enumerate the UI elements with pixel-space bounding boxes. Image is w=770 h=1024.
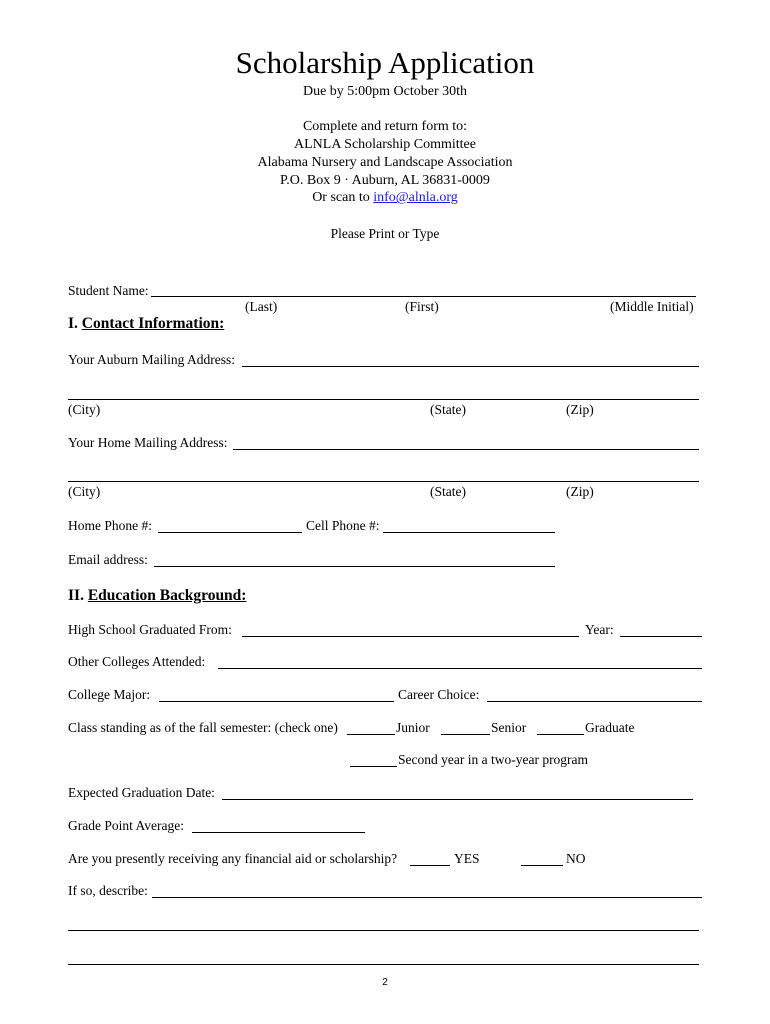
mailing-address: P.O. Box 9 · Auburn, AL 36831-0009	[280, 173, 490, 188]
describe-line2-field[interactable]	[68, 930, 699, 931]
return-intro: Complete and return form to:	[302, 119, 468, 134]
page-title: Scholarship Application	[235, 45, 535, 80]
other-colleges-label: Other Colleges Attended:	[68, 654, 206, 669]
high-school-label: High School Graduated From:	[68, 622, 232, 637]
email-address-field[interactable]	[154, 566, 555, 567]
auburn-address-line2-field[interactable]	[68, 399, 699, 400]
other-colleges-field[interactable]	[218, 668, 702, 669]
email-link[interactable]: info@alnla.org	[373, 190, 458, 205]
auburn-city-caption: (City)	[68, 402, 101, 417]
career-choice-field[interactable]	[487, 701, 702, 702]
student-name-label: Student Name:	[68, 283, 149, 298]
email-address-label: Email address:	[68, 552, 148, 567]
aid-yes-checkbox[interactable]	[410, 865, 450, 866]
second-year-checkbox[interactable]	[350, 766, 397, 767]
last-name-caption: (Last)	[245, 299, 278, 314]
graduate-option-label: Graduate	[585, 720, 635, 735]
junior-checkbox[interactable]	[347, 734, 395, 735]
describe-label: If so, describe:	[68, 883, 148, 898]
year-field[interactable]	[620, 636, 702, 637]
contact-section-numeral: I.	[68, 315, 82, 332]
graduation-date-field[interactable]	[222, 799, 693, 800]
year-label: Year:	[585, 622, 614, 637]
describe-field[interactable]	[152, 897, 702, 898]
graduation-date-label: Expected Graduation Date:	[68, 785, 215, 800]
senior-checkbox[interactable]	[441, 734, 490, 735]
home-zip-caption: (Zip)	[566, 484, 594, 499]
aid-yes-label: YES	[454, 851, 480, 866]
second-year-option-label: Second year in a two-year program	[398, 752, 589, 767]
scan-prefix: Or scan to	[312, 190, 374, 205]
first-name-caption: (First)	[405, 299, 439, 314]
gpa-label: Grade Point Average:	[68, 818, 184, 833]
contact-section-heading	[68, 315, 224, 333]
home-state-caption: (State)	[430, 484, 466, 499]
aid-no-label: NO	[566, 851, 586, 866]
graduate-checkbox[interactable]	[537, 734, 584, 735]
auburn-zip-caption: (Zip)	[566, 402, 594, 417]
college-major-field[interactable]	[159, 701, 394, 702]
class-standing-label: Class standing as of the fall semester: (check one)	[68, 720, 338, 735]
home-address-field[interactable]	[233, 449, 699, 450]
auburn-state-caption: (State)	[430, 402, 466, 417]
home-address-label: Your Home Mailing Address:	[68, 435, 228, 450]
auburn-address-label: Your Auburn Mailing Address:	[68, 352, 236, 367]
aid-no-checkbox[interactable]	[521, 865, 563, 866]
cell-phone-field[interactable]	[383, 532, 555, 533]
student-name-field[interactable]	[151, 296, 696, 297]
education-section-numeral: II.	[68, 587, 88, 604]
career-choice-label: Career Choice:	[398, 687, 480, 702]
home-phone-field[interactable]	[158, 532, 302, 533]
middle-initial-caption: (Middle Initial)	[610, 299, 694, 314]
association-name: Alabama Nursery and Landscape Association	[257, 155, 513, 170]
home-phone-label: Home Phone #:	[68, 518, 152, 533]
auburn-address-field[interactable]	[242, 366, 699, 367]
home-address-line2-field[interactable]	[68, 481, 699, 482]
due-date: Due by 5:00pm October 30th	[302, 84, 468, 99]
scan-line	[0, 190, 770, 206]
print-note: Please Print or Type	[330, 226, 440, 241]
junior-option-label: Junior	[396, 720, 430, 735]
gpa-field[interactable]	[192, 832, 365, 833]
contact-section-title: Contact Information:	[81, 315, 225, 332]
college-major-label: College Major:	[68, 687, 151, 702]
cell-phone-label: Cell Phone #:	[306, 518, 380, 533]
education-section-heading	[68, 587, 246, 605]
education-section-title: Education Background:	[87, 587, 247, 604]
senior-option-label: Senior	[491, 720, 527, 735]
high-school-field[interactable]	[242, 636, 579, 637]
page-number: 2	[382, 977, 388, 988]
committee-name: ALNLA Scholarship Committee	[294, 137, 476, 152]
home-city-caption: (City)	[68, 484, 101, 499]
financial-aid-question: Are you presently receiving any financial aid or scholarship?	[68, 851, 398, 866]
describe-line3-field[interactable]	[68, 964, 699, 965]
